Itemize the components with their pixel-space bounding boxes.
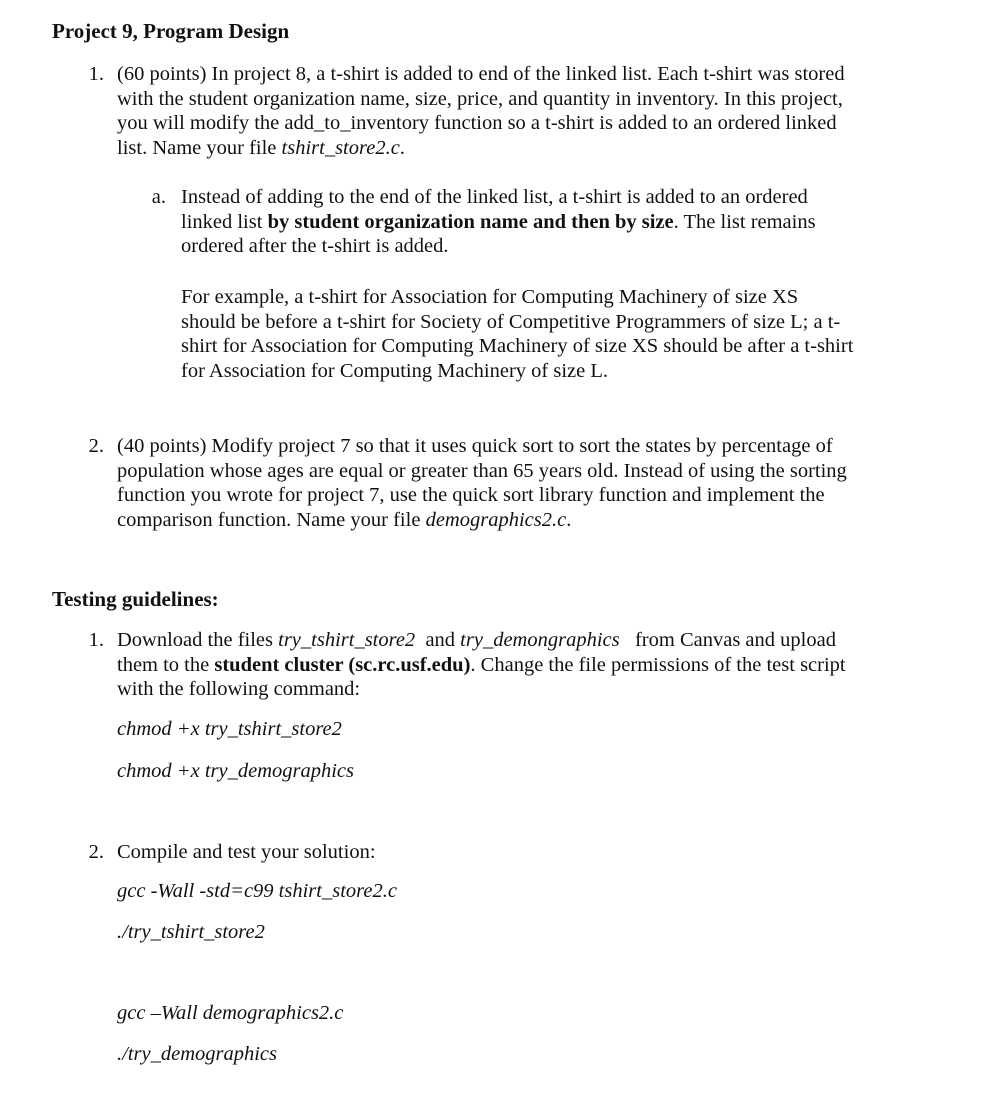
- command-run-tshirt: ./try_tshirt_store2: [117, 921, 265, 943]
- q1-text: [117, 62, 845, 160]
- test1-line-1-b: and: [415, 629, 461, 651]
- command-gcc-demographics: gcc –Wall demographics2.c: [117, 1002, 344, 1024]
- q1a-example-line-3: shirt for Association for Computing Machinery of size XS should be after a t-shirt: [181, 335, 854, 358]
- q1-line-3: you will modify the add_to_inventory function so a t-shirt is added to an ordered linked: [117, 112, 837, 135]
- q1a-example-line-4: for Association for Computing Machinery of size L.: [181, 359, 608, 382]
- q1-line-1: (60 points) In project 8, a t-shirt is added to end of the linked list. Each t-shirt was stored: [117, 63, 845, 85]
- q1-line-4-end: .: [399, 136, 405, 159]
- test2-text: Compile and test your solution:: [117, 841, 376, 863]
- test1-line-2-b: . Change the file permissions of the test script: [470, 653, 846, 676]
- test2-number: 2.: [88, 841, 104, 863]
- test1-line-3: with the following command:: [117, 678, 361, 701]
- q1-line-2: with the student organization name, size, price, and quantity in inventory. In this project,: [117, 87, 843, 110]
- test1-line-1-a: Download the files: [117, 629, 279, 651]
- q1a-example-line-2: should be before a t-shirt for Society of Competitive Programmers of size L; a t-: [181, 310, 841, 333]
- test1-line-2-a: them to the: [117, 653, 215, 676]
- q2-line-4-pre: comparison function. Name your file: [117, 508, 426, 531]
- test1-number: 1.: [88, 629, 104, 651]
- test1-cluster: student cluster (sc.rc.usf.edu): [214, 653, 471, 676]
- test1-line-1: [117, 628, 846, 653]
- q2-number: 2.: [88, 435, 104, 457]
- command-chmod-tshirt: chmod +x try_tshirt_store2: [117, 718, 342, 740]
- q1a-line-2-post: . The list remains: [673, 210, 816, 233]
- command-gcc-tshirt: gcc -Wall -std=c99 tshirt_store2.c: [117, 880, 397, 902]
- command-run-demographics: ./try_demographics: [117, 1043, 277, 1065]
- q1-number: 1.: [88, 63, 104, 85]
- q1a-example: [181, 285, 853, 383]
- q1-line-4: [117, 136, 845, 161]
- q2-line-4: [117, 508, 847, 533]
- q1a-line-2-pre: linked list: [181, 210, 268, 233]
- q1-line-4-text: list. Name your file: [117, 136, 282, 159]
- test1-line-2: [117, 653, 846, 678]
- q1a-ordering-rule: by student organization name and then by size: [267, 210, 674, 233]
- test1-file-1: try_tshirt_store2: [278, 629, 416, 651]
- q1a-line-3: ordered after the t-shirt is added.: [181, 235, 449, 258]
- q1a-line-1: Instead of adding to the end of the linked list, a t-shirt is added to an ordered: [181, 186, 808, 208]
- test1-file-2: try_demongraphics: [460, 629, 620, 651]
- q1-filename: tshirt_store2.c: [281, 136, 400, 159]
- page-title: Project 9, Program Design: [52, 19, 290, 43]
- q2-text: [117, 434, 847, 532]
- q2-line-4-post: .: [566, 508, 572, 531]
- q2-line-3: function you wrote for project 7, use the quick sort library function and implement the: [117, 484, 825, 507]
- testing-heading: Testing guidelines:: [52, 587, 219, 611]
- q2-line-1: (40 points) Modify project 7 so that it uses quick sort to sort the states by percentage of: [117, 435, 833, 457]
- command-chmod-demographics: chmod +x try_demographics: [117, 760, 355, 782]
- q1a-letter: a.: [151, 186, 166, 208]
- q1a-text: [181, 185, 816, 259]
- q2-line-2: population whose ages are equal or greater than 65 years old. Instead of using the sorting: [117, 459, 847, 482]
- test1-text: [117, 628, 846, 702]
- q2-filename: demographics2.c: [425, 508, 567, 531]
- q1a-line-2: [181, 210, 816, 235]
- q1a-example-line-1: For example, a t-shirt for Association for Computing Machinery of size XS: [181, 286, 799, 308]
- test1-line-1-c: from Canvas and upload: [619, 629, 836, 651]
